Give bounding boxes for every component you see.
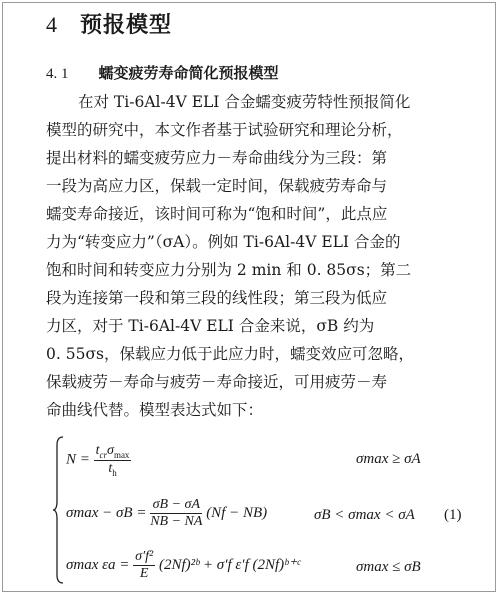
paragraph-line: 模型的研究中，本文作者基于试验研究和理论分析， [46, 121, 403, 139]
paragraph-line: 在对 Ti-6Al-4V ELI 合金蠕变疲劳特性预报简化 [78, 93, 411, 111]
equation-1 [66, 443, 131, 478]
section-title: 预报模型 [80, 12, 173, 38]
paragraph-line: 蠕变寿命接近，该时间可称为“饱和时间”，此点应 [46, 205, 388, 223]
eq1-num-sigma-sub: max [113, 449, 130, 460]
left-brace [52, 435, 64, 585]
eq3-num: σ′f² [135, 549, 154, 564]
section-heading [46, 8, 172, 39]
paragraph-line: 命曲线代替。模型表达式如下： [46, 401, 264, 419]
eq2-condition: σB < σmax < σA [314, 507, 415, 523]
eq1-fraction [94, 443, 132, 478]
eq1-lhs: N = [66, 451, 90, 468]
eq3-lhs: σmax εa = [66, 556, 130, 573]
equation-2 [66, 497, 267, 530]
eq2-den: NB − NA [150, 514, 203, 529]
paragraph-line: 饱和时间和转变应力分别为 2 min 和 0. 85σs；第二 [46, 261, 412, 279]
section-number: 4 [46, 12, 58, 37]
paragraph-line: 提出材料的蠕变疲劳应力－寿命曲线分为三段：第 [46, 149, 388, 167]
paragraph-line: 保载疲劳－寿命与疲劳－寿命接近，可用疲劳－寿 [46, 373, 388, 391]
body-paragraph [46, 88, 486, 424]
eq2-num: σB − σA [150, 497, 202, 514]
eq1-num-sub: cr [99, 449, 108, 460]
eq1-num-t: t [95, 443, 100, 458]
paragraph-line: 力区，对于 Ti-6Al-4V ELI 合金来说，σB 约为 [46, 317, 375, 335]
equation-3 [66, 549, 300, 582]
subsection-title: 蠕变疲劳寿命简化预报模型 [98, 64, 279, 82]
eq3-condition: σmax ≤ σB [356, 559, 421, 575]
subsection-number: 4. 1 [46, 66, 69, 82]
equation-block [52, 435, 492, 595]
eq1-den-t: t [108, 460, 113, 476]
paragraph-line: 力为“转变应力”（σA）。例如 Ti-6Al-4V ELI 合金的 [46, 233, 401, 251]
eq1-num-sigma: σ [107, 443, 114, 458]
subsection-heading [46, 62, 279, 83]
eq2-lhs: σmax − σB = [66, 504, 147, 521]
paragraph-line: 段为连接第一段和第三段的线性段；第三段为低应 [46, 289, 388, 307]
eq3-den: E [139, 566, 149, 581]
eq2-fraction [150, 497, 202, 530]
eq3-rhs: (2Nf)²ᵇ + σ′f ε′f (2Nf)ᵇ⁺ᶜ [158, 556, 301, 573]
eq2-rhs: (Nf − NB) [206, 504, 268, 521]
eq3-fraction [133, 549, 155, 582]
paragraph-line: 一段为高应力区，保载一定时间，保载疲劳寿命与 [46, 177, 388, 195]
paragraph-line: 0. 55σs，保载应力低于此应力时，蠕变效应可忽略， [46, 345, 414, 363]
equation-number: (1) [444, 507, 462, 523]
eq1-den-sub: h [112, 467, 117, 478]
eq1-condition: σmax ≥ σA [356, 451, 421, 467]
